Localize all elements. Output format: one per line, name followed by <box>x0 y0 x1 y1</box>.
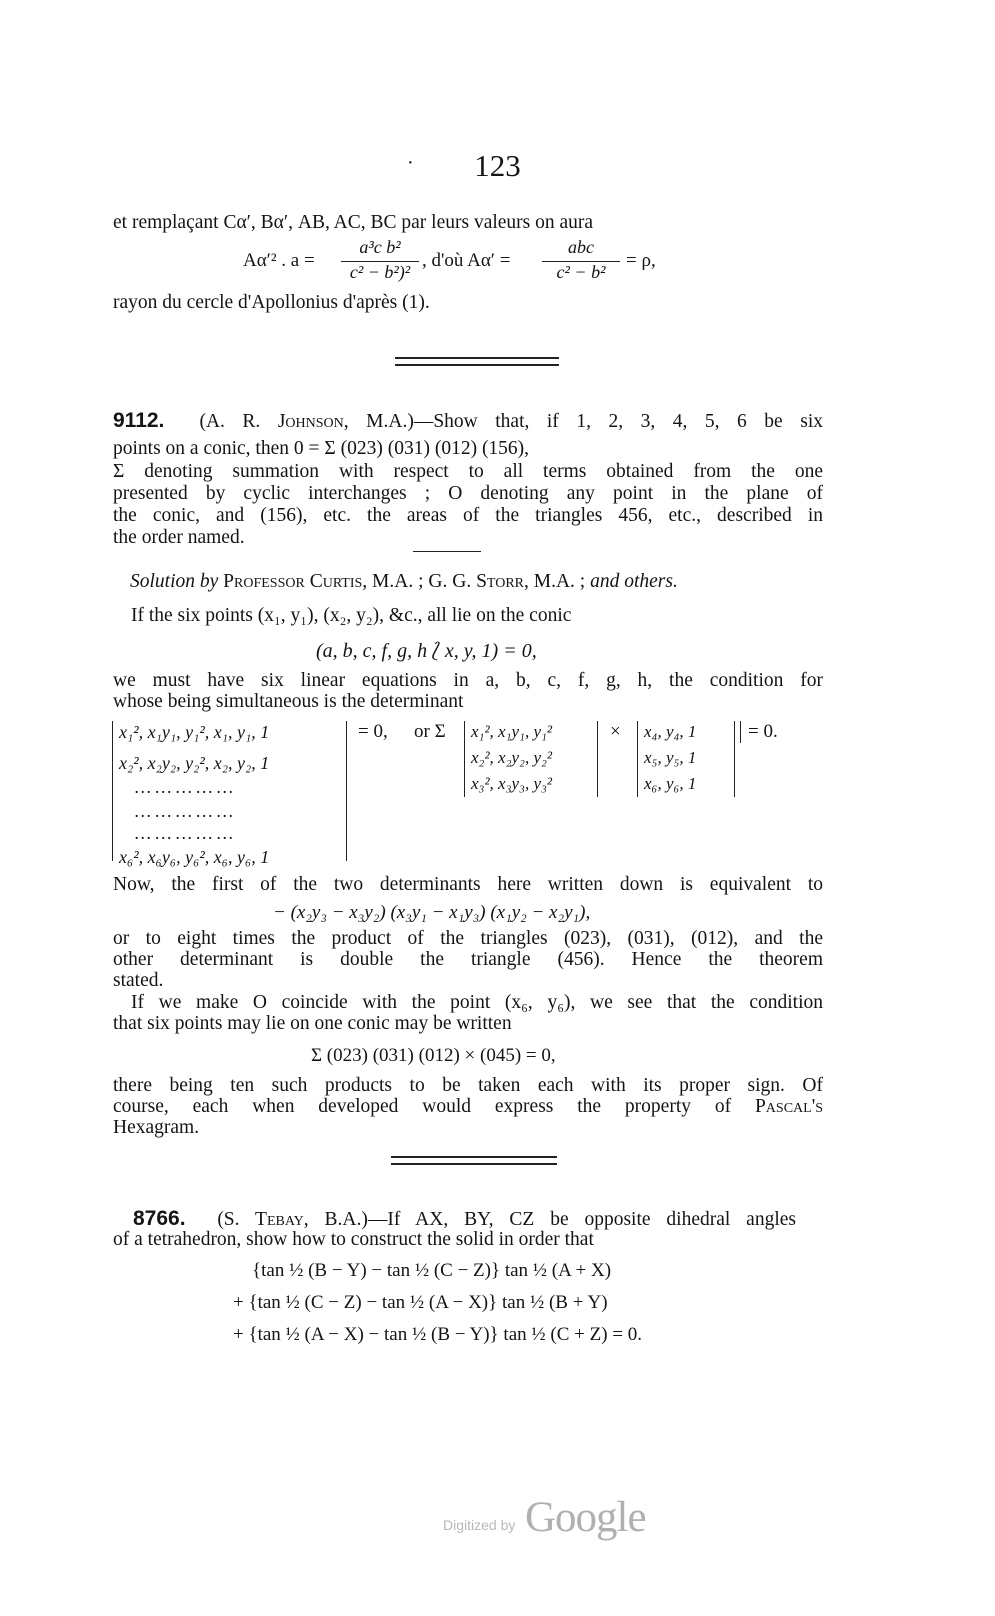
text-span: course, each when developed would express the property of <box>113 1096 732 1117</box>
determinant-row: x₁², x₁y₁, y₁², x₁, y₁, 1 <box>119 722 270 742</box>
determinant-row: … … … … … <box>135 823 234 843</box>
determinant-row: x₆, y₆, 1 <box>644 774 697 793</box>
text-line: If we make O coincide with the point (x₆, y₆), we see that the condition <box>131 992 823 1013</box>
determinant-row: … … … … … <box>135 801 234 821</box>
equation-middle: , d'où Aα′ = <box>422 250 511 271</box>
sum-formula: Σ (023) (031) (012) × (045) = 0, <box>311 1045 556 1066</box>
determinant-row: x₃², x₃y₃, y₃² <box>471 774 553 793</box>
determinant-row: x₂², x₂y₂, y₂² <box>471 748 553 767</box>
text-line: other determinant is double the triangle (456). Hence the theorem <box>113 949 823 970</box>
problem-number: 8766. <box>133 1207 186 1230</box>
text-line: Σ denoting summation with respect to all terms obtained from the one <box>113 461 823 482</box>
problem-author: (A. R. Johnson, M.A.) <box>199 411 414 432</box>
text-line: we must have six linear equations in a, b, c, f, g, h, the condition for <box>113 670 823 691</box>
fraction-numerator: a³c b² <box>359 237 401 257</box>
problem-text: —Show that, if 1, 2, 3, 4, 5, 6 be six <box>413 411 823 432</box>
google-logo: Google <box>525 1494 646 1541</box>
fraction-numerator: abc <box>568 237 594 257</box>
fraction-denominator: c² − b²)² <box>349 262 411 282</box>
determinant-bar <box>464 721 465 797</box>
equals-zero-final: = 0. <box>748 721 778 742</box>
problem-author: (S. Tebay, B.A.) <box>217 1209 368 1230</box>
equation-line: + {tan ½ (C − Z) − tan ½ (A − X)} tan ½ (B + Y) <box>233 1292 608 1313</box>
solution-authors: Professor Curtis, M.A. ; G. G. Storr, M.A. ; <box>223 571 586 592</box>
text-line: Hexagram. <box>113 1117 200 1138</box>
fraction-denominator: c² − b² <box>556 262 606 282</box>
text-line: there being ten such products to be taken each with its proper sign. Of <box>113 1075 823 1096</box>
problem-heading <box>133 1208 796 1231</box>
text-line: or to eight times the product of the triangles (023), (031), (012), and the <box>113 928 823 949</box>
text-line: the conic, and (156), etc. the areas of the triangles 456, etc., described in <box>113 505 823 526</box>
determinant-bar <box>637 721 638 797</box>
text-line: points on a conic, then 0 = Σ (023) (031) (012) (156), <box>113 438 530 459</box>
determinant-bar <box>740 721 741 743</box>
text-line: If the six points (x₁, y₁), (x₂, y₂), &c., all lie on the conic <box>131 605 572 626</box>
problem-heading <box>113 410 823 433</box>
determinant-row: … … … … … <box>135 777 234 797</box>
determinant-bar <box>346 721 347 861</box>
equation-left: Aα′² . a = <box>243 250 315 271</box>
equation-line: {tan ½ (B − Y) − tan ½ (C − Z)} tan ½ (A + X) <box>252 1260 612 1281</box>
text-line: et remplaçant Cα′, Bα′, AB, AC, BC par leurs valeurs on aura <box>113 212 594 233</box>
product-formula: − (x₂y₃ − x₃y₂) (x₃y₁ − x₁y₃) (x₁y₂ − x₂y₁), <box>273 902 591 923</box>
determinant-row: x₄, y₄, 1 <box>644 722 697 741</box>
solution-heading <box>130 571 840 593</box>
text-line: that six points may lie on one conic may be written <box>113 1013 512 1034</box>
determinant-row: x₅, y₅, 1 <box>644 748 697 767</box>
stray-mark: · <box>407 152 414 174</box>
equation-right: = ρ, <box>626 250 656 271</box>
determinant-bar <box>112 721 113 861</box>
text-line: the order named. <box>113 527 245 548</box>
section-divider <box>391 1163 557 1165</box>
problem-number: 9112. <box>113 409 165 432</box>
section-divider <box>395 364 559 366</box>
times-sign: × <box>610 721 621 742</box>
section-divider <box>395 357 559 359</box>
text-line: whose being simultaneous is the determinant <box>113 691 464 712</box>
determinant-row: x₂², x₂y₂, y₂², x₂, y₂, 1 <box>119 753 270 773</box>
determinant-bar <box>734 721 735 797</box>
or-sigma: or Σ <box>414 721 446 742</box>
equation-line: + {tan ½ (A − X) − tan ½ (B − Y)} tan ½ (C + Z) = 0. <box>233 1324 642 1345</box>
equals-zero: = 0, <box>358 721 388 742</box>
text-line: Now, the first of the two determinants here written down is equivalent to <box>113 874 823 895</box>
page-number: · 123 <box>407 148 521 183</box>
digitized-watermark <box>443 1493 653 1553</box>
text-line: presented by cyclic interchanges ; O denoting any point in the plane of <box>113 483 823 504</box>
solution-by-label: Solution by <box>130 571 219 592</box>
text-line: stated. <box>113 970 164 991</box>
determinant-bar <box>597 721 598 797</box>
digitized-label: Digitized by <box>443 1517 516 1533</box>
determinant-row: x₁², x₁y₁, y₁² <box>471 722 553 741</box>
section-divider <box>391 1156 557 1158</box>
problem-text: —If AX, BY, CZ be opposite dihedral angles <box>367 1209 796 1230</box>
text-line: of a tetrahedron, show how to construct the solid in order that <box>113 1229 594 1250</box>
text-line <box>113 1096 823 1118</box>
determinant-row: x₆², x₆y₆, y₆², x₆, y₆, 1 <box>119 847 270 867</box>
conic-equation: (a, b, c, f, g, h ⟅ x, y, 1) = 0, <box>316 640 537 662</box>
text-line: rayon du cercle d'Apollonius d'après (1). <box>113 292 430 313</box>
solution-others: and others. <box>590 571 678 592</box>
pascal-name: Pascal's <box>754 1096 823 1117</box>
short-divider <box>413 551 481 552</box>
